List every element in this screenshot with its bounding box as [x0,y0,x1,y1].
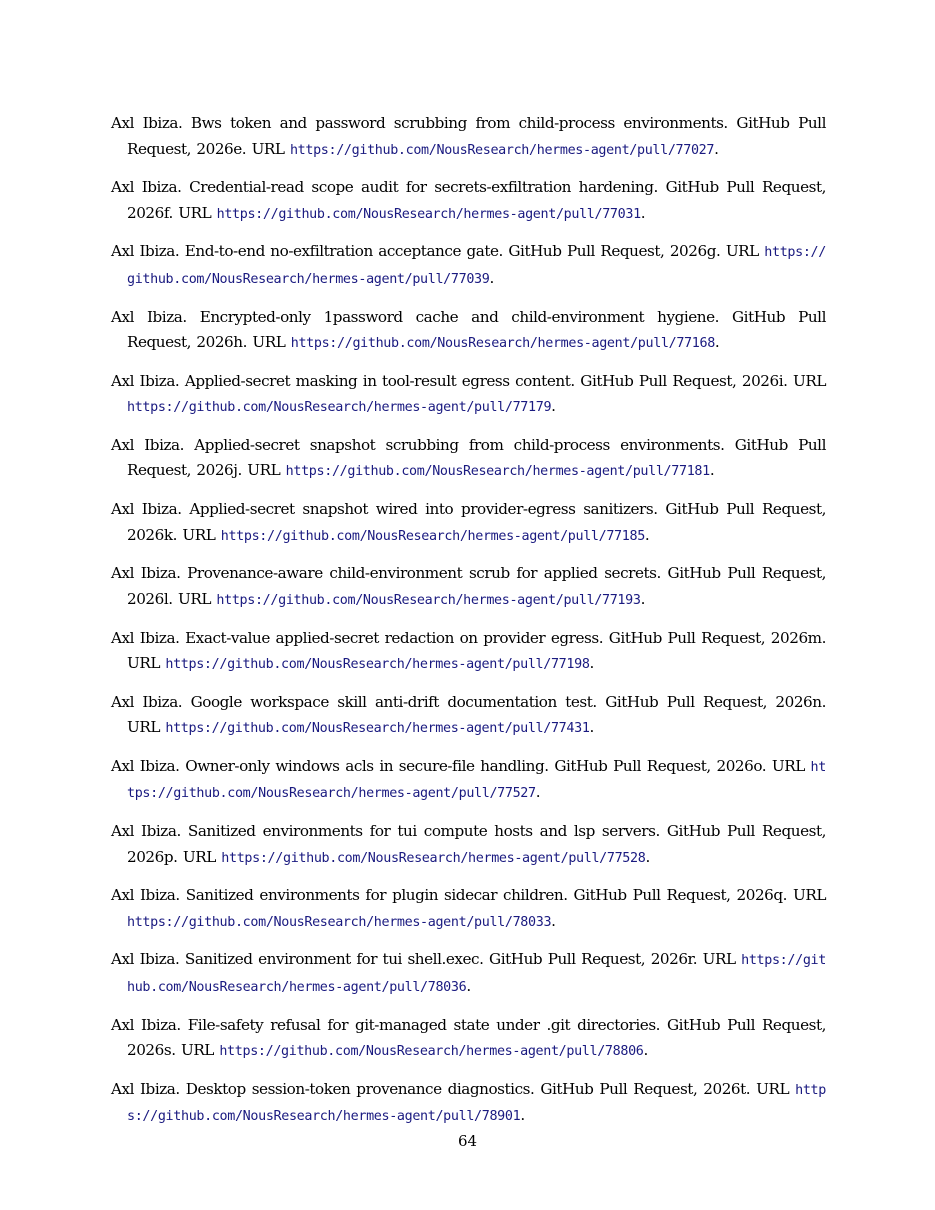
reference-end: . [714,139,719,158]
reference-author: Axl Ibiza. [111,822,181,841]
reference-venue: GitHub Pull Request, 2026e. [127,114,826,158]
reference-venue: GitHub Pull Request, 2026l. [127,564,826,608]
reference-venue: GitHub Pull Request, 2026g. [508,242,721,261]
reference-title: End-to-end no-exfiltration acceptance gate. [184,242,503,261]
reference-entry [111,1077,826,1130]
reference-title: Applied-secret snapshot wired into provider-egress sanitizers. [189,500,658,519]
reference-venue: GitHub Pull Request, 2026n. [605,692,826,711]
reference-url-label: URL [127,654,160,672]
reference-url-link[interactable]: https://github.com/NousResearch/hermes-agent/pull/77431 [165,721,590,737]
reference-entry [111,561,826,613]
reference-author: Axl Ibiza. [111,114,183,132]
reference-venue: GitHub Pull Request, 2026t. [540,1079,751,1098]
reference-url-label: URL [127,718,160,737]
reference-author: Axl Ibiza. [111,564,181,583]
reference-end: . [551,397,556,416]
reference-author: Axl Ibiza. [111,628,180,647]
reference-url-label: URL [247,461,281,480]
reference-url-label: URL [178,203,212,222]
reference-entry [111,111,826,163]
reference-end: . [643,1041,648,1060]
reference-venue: GitHub Pull Request, 2026q. [573,886,788,905]
reference-venue: GitHub Pull Request, 2026s. [127,1015,826,1060]
reference-author: Axl Ibiza. [111,371,180,390]
reference-title: Sanitized environments for tui compute hosts and lsp servers. [187,822,660,841]
reference-url-link[interactable]: https://github.com/NousResearch/hermes-agent/pull/77198 [165,657,590,672]
reference-venue: GitHub Pull Request, 2026i. [580,371,788,390]
reference-author: Axl Ibiza. [111,1015,181,1034]
reference-venue: GitHub Pull Request, 2026m. [608,628,826,647]
reference-url-link[interactable]: https://github.com/NousResearch/hermes-agent/pull/78901 [127,1082,826,1125]
reference-entry [111,1013,826,1065]
reference-entry [111,369,826,421]
reference-url-label: URL [251,139,285,158]
reference-venue: GitHub Pull Request, 2026k. [127,500,826,544]
reference-entry [111,433,826,485]
reference-title: File-safety refusal for git-managed state under .git directories. [187,1015,661,1034]
reference-url-link[interactable]: https://github.com/NousResearch/hermes-agent/pull/78806 [219,1044,644,1060]
reference-url-label: URL [793,886,826,905]
reference-entry [111,305,826,357]
reference-url-link[interactable]: https://github.com/NousResearch/hermes-agent/pull/77179 [127,400,552,416]
reference-entry [111,497,826,549]
reference-end: . [520,1106,525,1125]
reference-url-label: URL [180,1041,214,1060]
reference-author: Axl Ibiza. [111,692,183,711]
reference-url-label: URL [725,242,759,261]
reference-url-link[interactable]: https://github.com/NousResearch/hermes-agent/pull/78033 [127,914,552,930]
reference-title: Bws token and password scrubbing from child-process environments. [190,114,728,132]
reference-url-link[interactable]: https://github.com/NousResearch/hermes-agent/pull/77168 [290,336,715,352]
reference-end: . [709,461,715,480]
reference-url-label: URL [182,525,216,544]
reference-venue: GitHub Pull Request, 2026h. [127,307,826,352]
reference-entry [111,626,826,678]
reference-title: Sanitized environment for tui shell.exec. [184,950,484,969]
reference-url-link[interactable]: https://github.com/NousResearch/hermes-agent/pull/77031 [216,206,641,222]
reference-url-link[interactable]: https://github.com/NousResearch/hermes-agent/pull/77528 [221,850,646,866]
reference-url-label: URL [756,1079,790,1098]
reference-end: . [644,525,650,544]
reference-title: Encrypted-only 1password cache and child-environment hygiene. [199,307,720,326]
reference-title: Applied-secret masking in tool-result egress content. [184,371,575,390]
reference-title: Applied-secret snapshot scrubbing from child-process environments. [194,435,725,454]
reference-title: Owner-only windows acls in secure-file handling. [185,756,549,775]
reference-url-label: URL [793,371,827,390]
reference-end: . [551,911,556,930]
reference-author: Axl Ibiza. [111,242,180,261]
reference-url-link[interactable]: https://github.com/NousResearch/hermes-agent/pull/77185 [220,528,645,544]
reference-end: . [640,203,646,222]
reference-title: Credential-read scope audit for secrets-exfiltration hardening. [189,178,658,197]
reference-author: Axl Ibiza. [111,756,180,775]
reference-entry [111,690,826,742]
page-number: 64 [457,1132,478,1150]
reference-end: . [640,589,645,608]
reference-venue: GitHub Pull Request, 2026o. [554,756,767,775]
reference-author: Axl Ibiza. [111,950,180,969]
reference-end: . [589,654,594,672]
reference-end: . [714,333,720,352]
reference-url-link[interactable]: https://github.com/NousResearch/hermes-agent/pull/77027 [289,142,715,158]
reference-url-label: URL [182,847,216,866]
reference-url-link[interactable]: https://github.com/NousResearch/hermes-agent/pull/77039 [127,245,826,287]
reference-venue: GitHub Pull Request, 2026j. [127,435,826,480]
reference-url-link[interactable]: https://github.com/NousResearch/hermes-agent/pull/77193 [216,592,641,608]
reference-url-label: URL [178,589,212,608]
reference-end: . [589,718,594,737]
reference-author: Axl Ibiza. [111,307,187,326]
reference-author: Axl Ibiza. [111,500,182,519]
reference-entry [111,883,826,935]
reference-url-link[interactable]: https://github.com/NousResearch/hermes-agent/pull/77181 [285,464,710,480]
reference-venue: GitHub Pull Request, 2026r. [489,950,698,969]
reference-entry [111,947,826,1000]
reference-venue: GitHub Pull Request, 2026p. [127,822,826,866]
reference-url-link[interactable]: https://github.com/NousResearch/hermes-agent/pull/77527 [127,759,826,802]
reference-url-label: URL [252,333,286,352]
reference-title: Desktop session-token provenance diagnostics. [185,1079,535,1098]
reference-entry [111,239,826,292]
reference-end: . [489,268,494,287]
reference-venue: GitHub Pull Request, 2026f. [127,178,826,222]
reference-end: . [535,783,541,802]
reference-title: Google workspace skill anti-drift documentation test. [190,692,597,711]
reference-author: Axl Ibiza. [111,1079,180,1098]
reference-end: . [645,847,650,866]
reference-url-label: URL [771,756,805,775]
reference-title: Provenance-aware child-environment scrub for applied secrets. [187,564,661,583]
reference-entry [111,754,826,807]
reference-entry [111,819,826,871]
reference-author: Axl Ibiza. [111,178,182,197]
reference-author: Axl Ibiza. [111,435,185,454]
reference-title: Sanitized environments for plugin sidecar children. [185,886,568,905]
reference-list [111,111,826,1142]
reference-entry [111,175,826,227]
reference-title: Exact-value applied-secret redaction on provider egress. [185,628,604,647]
reference-url-link[interactable]: https://github.com/NousResearch/hermes-agent/pull/78036 [127,953,826,995]
reference-end: . [466,976,471,995]
reference-author: Axl Ibiza. [111,886,180,905]
reference-url-label: URL [702,950,736,969]
